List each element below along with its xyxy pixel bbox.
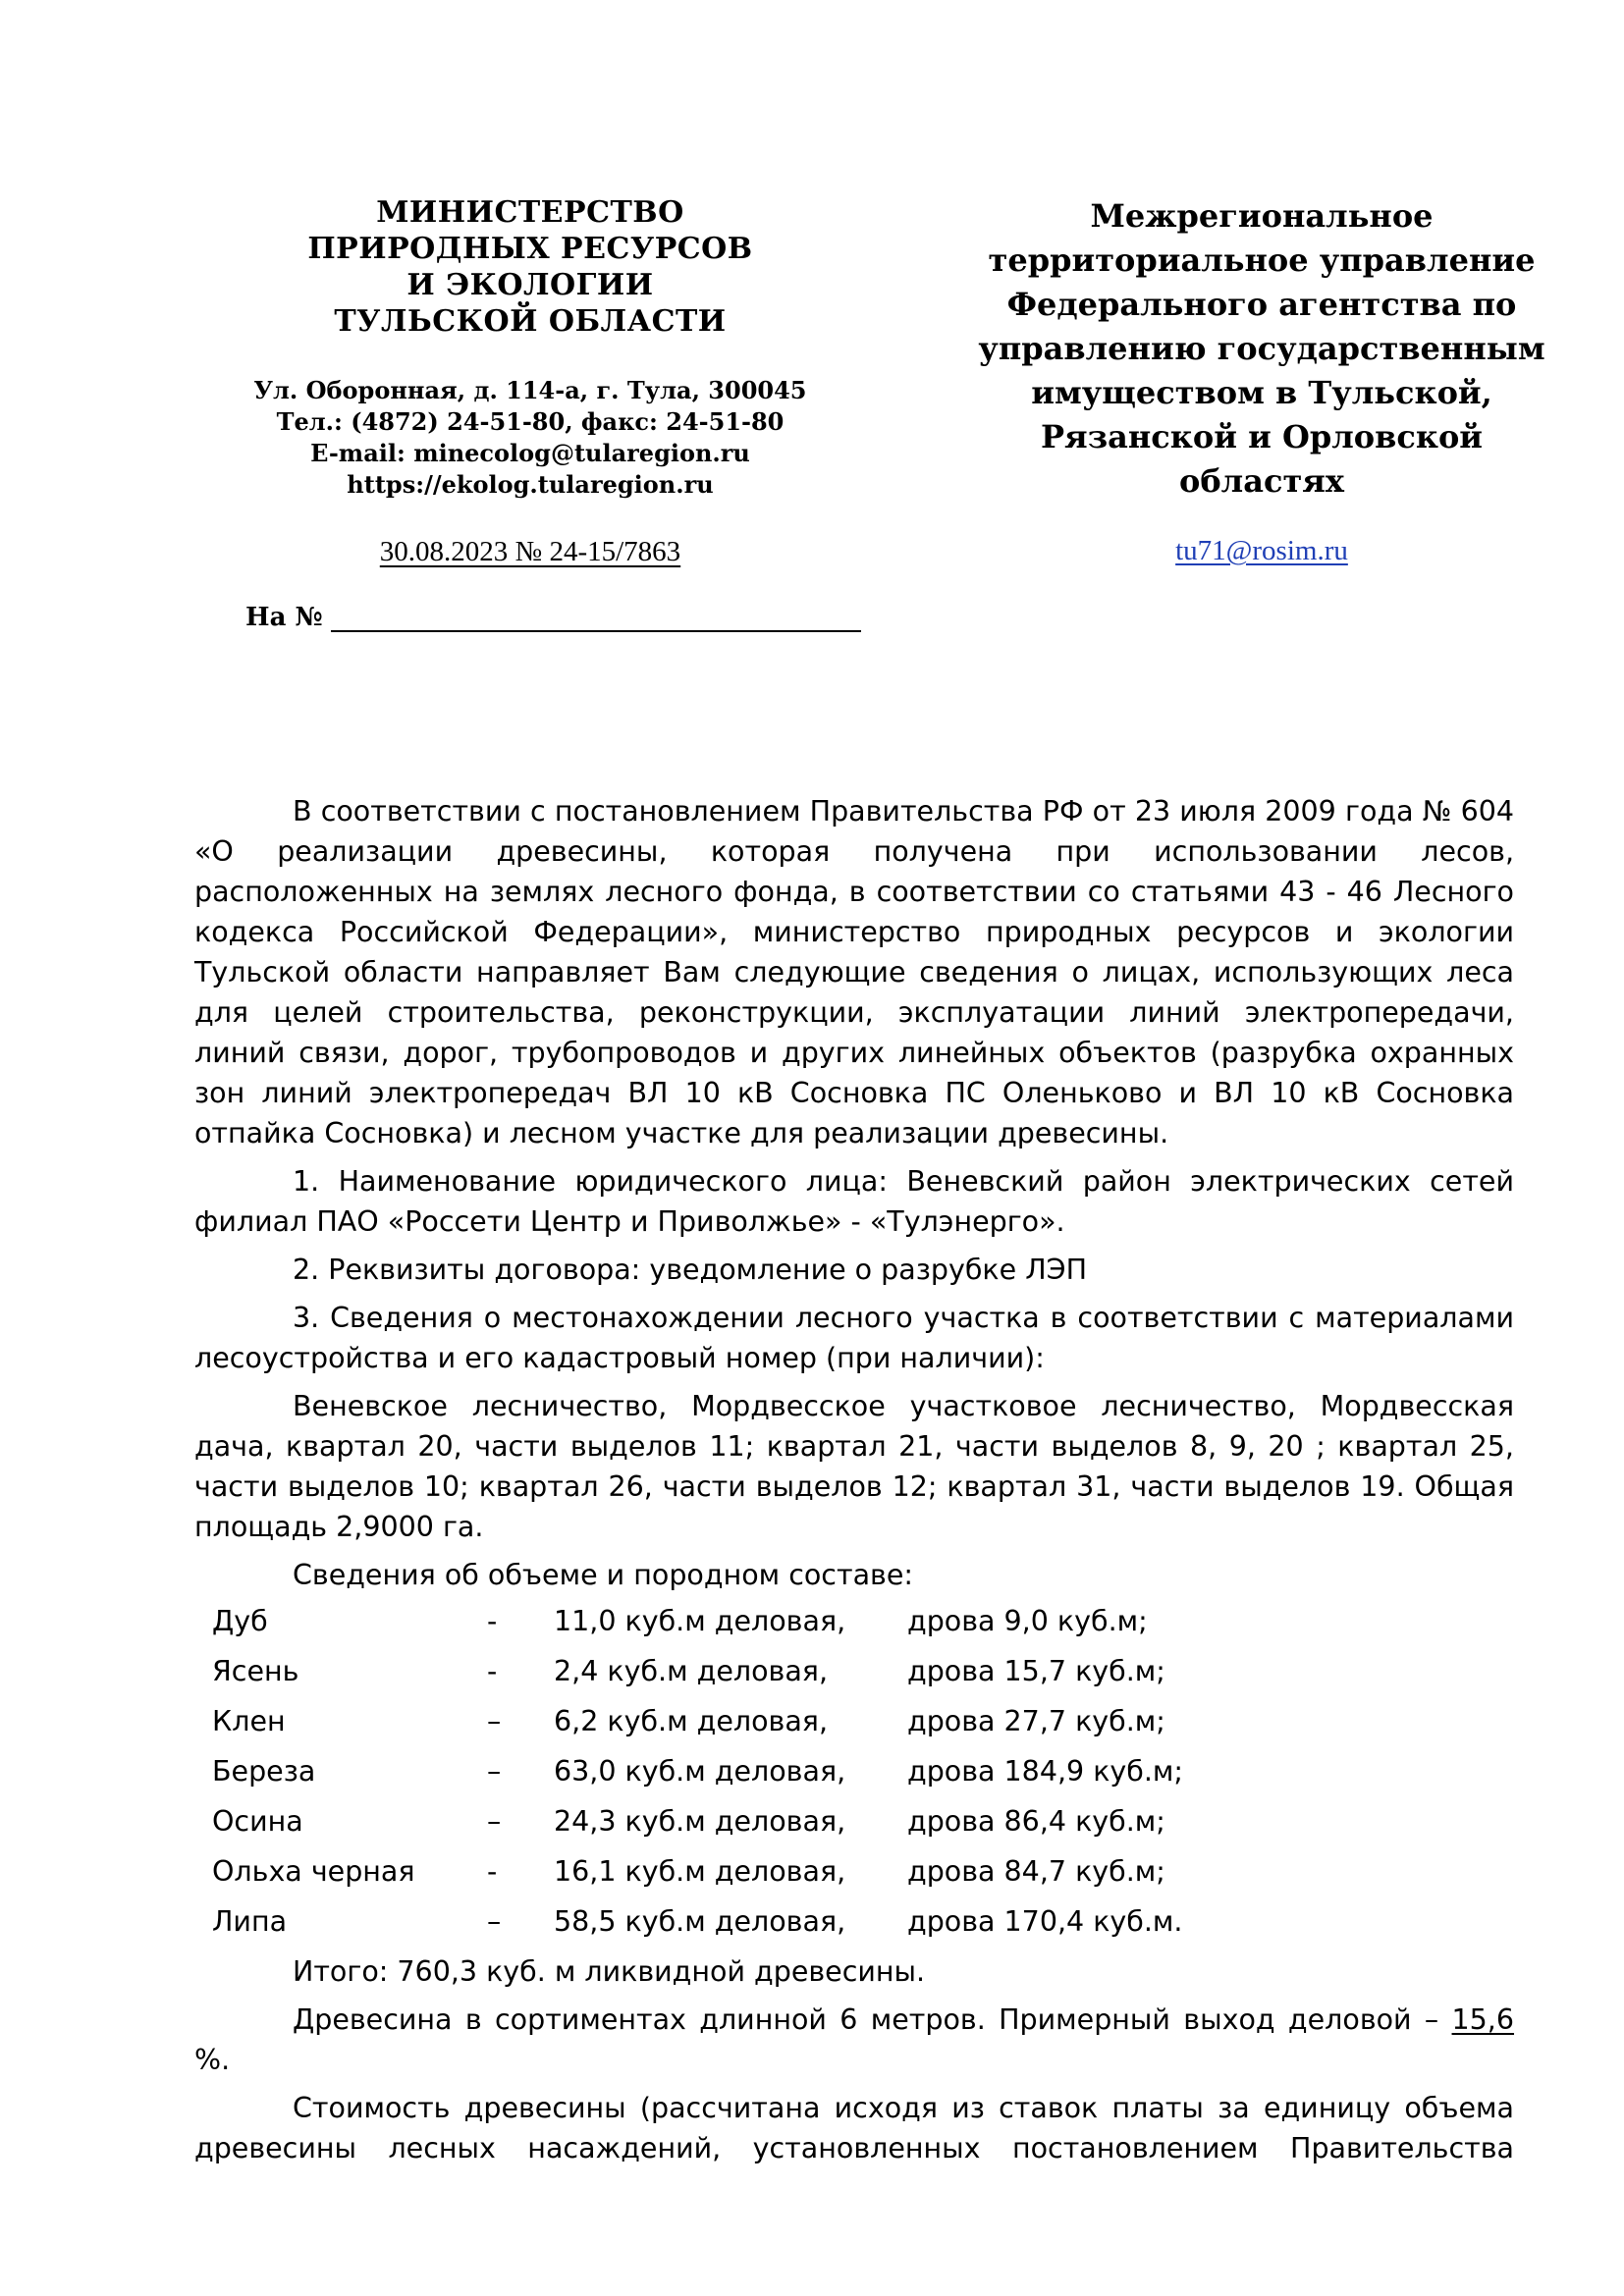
sender-contacts	[245, 375, 815, 501]
item-contract: 2. Реквизиты договора: уведомление о разрубке ЛЭП	[293, 1254, 1087, 1286]
ministry-line: ПРИРОДНЫХ РЕСУРСОВ	[307, 232, 753, 266]
table-row	[212, 1701, 1300, 1751]
species-dash: –	[487, 1755, 502, 1788]
table-row	[212, 1801, 1300, 1851]
table-row	[212, 1601, 1300, 1651]
percent-sign: %.	[194, 2044, 231, 2076]
species-firewood-volume: дрова 86,4 куб.м;	[907, 1805, 1165, 1838]
item-location: 3. Сведения о местонахождении лесного участка в соответствии с материалами лесоустройства и его кадастровый номер (при наличии):	[194, 1302, 1514, 1374]
species-business-volume: 16,1 куб.м деловая,	[554, 1855, 846, 1888]
species-firewood-volume: дрова 9,0 куб.м;	[907, 1605, 1148, 1637]
recipient-line: имуществом в Тульской,	[1031, 374, 1492, 411]
species-dash: -	[487, 1605, 498, 1637]
species-table	[212, 1601, 1300, 1951]
table-row	[212, 1651, 1300, 1701]
table-row	[212, 1851, 1300, 1901]
species-name: Ясень	[212, 1655, 299, 1687]
recipient-line: Федерального агентства по	[1006, 286, 1517, 323]
species-name: Дуб	[212, 1605, 268, 1637]
species-business-volume: 2,4 куб.м деловая,	[554, 1655, 829, 1687]
ministry-name	[245, 194, 815, 340]
recipient-line: Рязанской и Орловской	[1040, 418, 1484, 455]
species-business-volume: 11,0 куб.м деловая,	[554, 1605, 846, 1637]
total-volume: Итого: 760,3 куб. м ликвидной древесины.	[293, 1955, 926, 1988]
sender-website: https://ekolog.tularegion.ru	[347, 470, 714, 499]
species-dash: –	[487, 1905, 502, 1938]
species-name: Клен	[212, 1705, 286, 1737]
table-row	[212, 1901, 1300, 1951]
species-business-volume: 58,5 куб.м деловая,	[554, 1905, 846, 1938]
item-legal-entity: 1. Наименование юридического лица: Веневский район электрических сетей филиал ПАО «Россети Центр и Приволжье» - «Тулэнерго».	[194, 1165, 1514, 1238]
species-business-volume: 24,3 куб.м деловая,	[554, 1805, 846, 1838]
species-name: Ольха черная	[212, 1855, 415, 1888]
location-details: Веневское лесничество, Мордвесское участковое лесничество, Мордвесская дача, квартал 20, части выделов 11; квартал 21, части выделов 8, 9, 20 ; квартал 25, части выделов 10; квартал 26, части выделов 12; квартал 31, части выделов 19. Общая площадь 2,9000 га.	[194, 1390, 1514, 1543]
sender-phone: Тел.: (4872) 24-51-80, факс: 24-51-80	[276, 407, 785, 436]
assortment-line	[194, 2000, 1514, 2080]
recipient-block	[972, 194, 1551, 573]
species-firewood-volume: дрова 170,4 куб.м.	[907, 1905, 1183, 1938]
volume-heading: Сведения об объеме и породном составе:	[293, 1559, 913, 1591]
species-dash: -	[487, 1655, 498, 1687]
recipient-email-link[interactable]: tu71@rosim.ru	[1175, 535, 1348, 566]
sender-email: E-mail: minecolog@tularegion.ru	[310, 439, 750, 467]
species-firewood-volume: дрова 84,7 куб.м;	[907, 1855, 1165, 1888]
table-row	[212, 1751, 1300, 1801]
ministry-line: МИНИСТЕРСТВО	[376, 195, 684, 230]
reply-number-line	[331, 601, 861, 632]
recipient-line: управлению государственным	[978, 330, 1545, 367]
sender-block	[245, 194, 815, 568]
reply-reference	[245, 601, 861, 632]
recipient-line: Межрегиональное	[1090, 197, 1434, 235]
species-firewood-volume: дрова 184,9 куб.м;	[907, 1755, 1184, 1788]
sender-address: Ул. Оборонная, д. 114-а, г. Тула, 300045	[253, 376, 807, 404]
registration-number: 30.08.2023 № 24-15/7863	[379, 536, 681, 567]
species-name: Осина	[212, 1805, 303, 1838]
cost-paragraph: Стоимость древесины (рассчитана исходя из ставок платы за единицу объема древесины лесных насаждений, установленных постановлением Правительства	[194, 2092, 1514, 2164]
species-dash: -	[487, 1855, 498, 1888]
reply-label: На №	[245, 603, 323, 632]
intro-paragraph	[194, 791, 1514, 1153]
ministry-line: И ЭКОЛОГИИ	[406, 268, 654, 302]
species-firewood-volume: дрова 15,7 куб.м;	[907, 1655, 1165, 1687]
intro-text: «О реализации древесины, которая получена при использовании лесов, расположенных на землях лесного фонда, в соответствии со статьями 43 - 46 Лесного кодекса Российской Федерации», министерство природных ресурсов и экологии Тульской области направляет Вам следующие сведения о лицах, использующих леса для целей строительства, реконструкции, эксплуатации линий электропередачи, линий связи, дорог, трубопроводов и других линейных объектов (разрубка охранных зон линий электропередач ВЛ 10 кВ Сосновка ПС Оленьково и ВЛ 10 кВ Сосновка отпайка Сосновка) и лесном участке для реализации древесины.	[194, 835, 1514, 1149]
species-firewood-volume: дрова 27,7 куб.м;	[907, 1705, 1165, 1737]
species-name: Береза	[212, 1755, 316, 1788]
species-name: Липа	[212, 1905, 288, 1938]
recipient-line: областях	[1178, 462, 1344, 500]
species-dash: –	[487, 1705, 502, 1737]
species-business-volume: 63,0 куб.м деловая,	[554, 1755, 846, 1788]
intro-first-line: В соответствии с постановлением Правительства РФ от 23 июля 2009 года № 604	[293, 795, 1514, 828]
ministry-line: ТУЛЬСКОЙ ОБЛАСТИ	[334, 304, 727, 339]
recipient-line: территориальное управление	[988, 241, 1536, 279]
species-business-volume: 6,2 куб.м деловая,	[554, 1705, 829, 1737]
species-dash: –	[487, 1805, 502, 1838]
letter-body	[194, 791, 1514, 2168]
business-yield-value: 15,6	[1451, 2003, 1515, 2036]
assortment-text: Древесина в сортиментах длинной 6 метров. Примерный выход деловой –	[293, 2003, 1439, 2036]
